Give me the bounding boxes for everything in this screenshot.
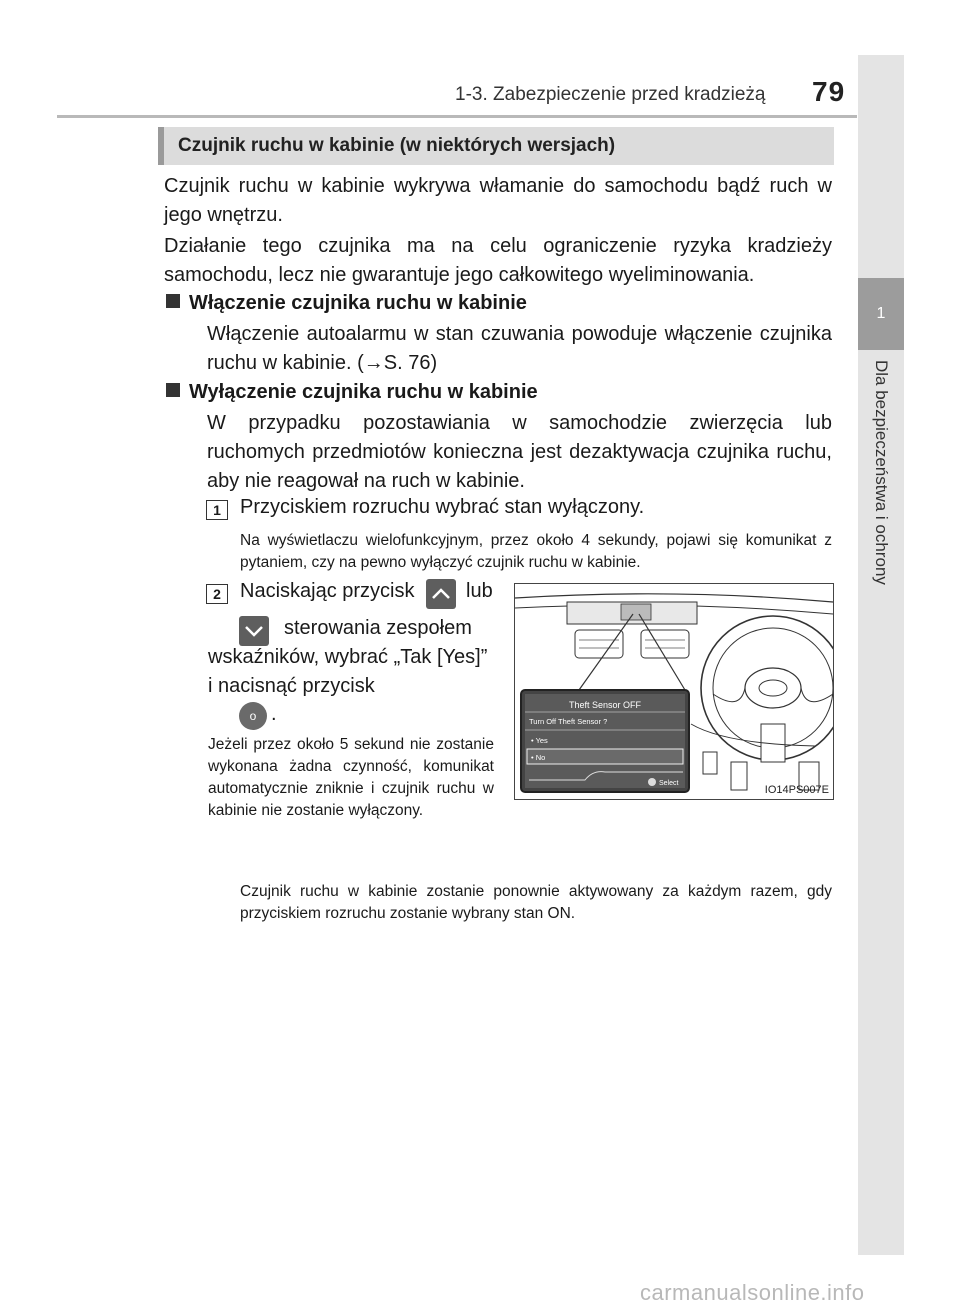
- disable-text: W przypadku pozostawiania w samochodzie zwierzęcia lub ruchomych przedmiotów konieczna jest dezaktywacja czujnika ruchu, aby nie reagował na ruch w kabinie.: [207, 412, 832, 492]
- enable-text: Włączenie autoalarmu w stan czuwania powoduje włączenie czujnika ruchu w kabinie. (→S. 76): [207, 323, 832, 374]
- header-divider: [57, 115, 857, 118]
- enable-heading: [166, 292, 527, 315]
- chevron-down-icon: [239, 616, 269, 646]
- closing-note: Czujnik ruchu w kabinie zostanie ponownie aktywowany za każdym razem, gdy przyciskiem rozruchu zostanie wybrany stan ON.: [240, 883, 832, 922]
- intro-paragraph-1: Czujnik ruchu w kabinie wykrywa włamanie do samochodu bądź ruch w jego wnętrzu.: [164, 175, 832, 226]
- page-number: 79: [812, 76, 846, 107]
- step-1-text: Przyciskiem rozruchu wybrać stan wyłączony.: [240, 496, 645, 518]
- section-title: Czujnik ruchu w kabinie (w niektórych wersjach): [178, 135, 616, 156]
- intro-paragraph-2: Działanie tego czujnika ma na celu ograniczenie ryzyka kradzieży samochodu, lecz nie gwarantuje jego całkowitego wyeliminowania.: [164, 235, 832, 286]
- screen-title: Theft Sensor OFF: [568, 700, 642, 710]
- chapter-label-container: [858, 360, 904, 660]
- step-2-text-c: sterowania zespołem: [284, 617, 472, 639]
- step-2-number: 2: [206, 584, 228, 604]
- bullet-square-icon: [166, 294, 180, 308]
- enable-heading-text: Włączenie czujnika ruchu w kabinie: [189, 292, 527, 314]
- step-2-text-d: wskaźników, wybrać „Tak [Yes]” i nacisnąć przycisk: [208, 646, 488, 697]
- step-2-note: Jeżeli przez około 5 sekund nie zostanie wykonana żadna czynność, komunikat automatycznie zniknie i czujnik ruchu w kabinie nie zostanie wyłączony.: [208, 736, 494, 819]
- disable-heading-text: Wyłączenie czujnika ruchu w kabinie: [189, 381, 538, 403]
- step-2-text-e: .: [271, 703, 277, 725]
- bullet-square-icon: [166, 383, 180, 397]
- screen-select: Select: [659, 780, 679, 787]
- section-header: 1-3. Zabezpieczenie przed kradzieżą: [455, 84, 766, 105]
- screen-question: Turn Off Theft Sensor ?: [529, 717, 608, 726]
- watermark: carmanualsonline.info: [640, 1280, 865, 1305]
- ok-button-icon: o: [239, 702, 267, 730]
- dashboard-illustration: [514, 583, 834, 800]
- disable-heading: [166, 381, 538, 404]
- section-title-box: [158, 127, 834, 165]
- step-2-text-b: lub: [466, 580, 493, 602]
- step-2-text-a: Naciskając przycisk: [240, 580, 415, 602]
- screen-option-no: • No: [531, 753, 546, 762]
- screen-option-yes: • Yes: [531, 736, 548, 745]
- step-1-note: Na wyświetlaczu wielofunkcyjnym, przez około 4 sekundy, pojawi się komunikat z pytaniem, czy na pewno wyłączyć czujnik ruchu w kabinie.: [240, 532, 832, 571]
- chevron-up-icon: [426, 579, 456, 609]
- step-1-number: 1: [206, 500, 228, 520]
- chapter-label: Dla bezpieczeństwa i ochrony: [872, 360, 891, 585]
- figure-code: IO14PS007E: [764, 784, 829, 796]
- select-dot-icon: [648, 778, 656, 786]
- chapter-number: 1: [876, 305, 886, 322]
- chapter-tab[interactable]: [858, 278, 904, 350]
- dashboard-drawing: [515, 584, 833, 799]
